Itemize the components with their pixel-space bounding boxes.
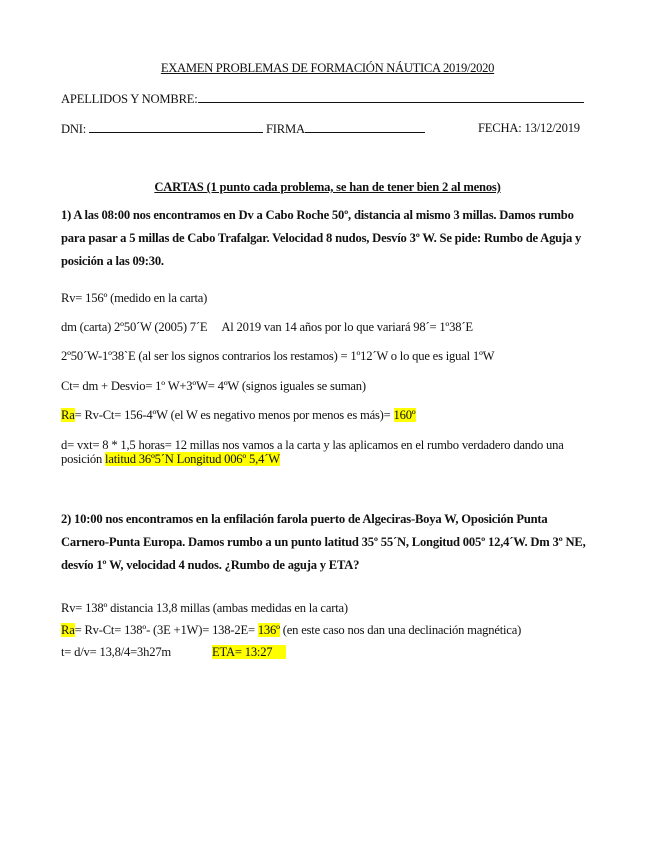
problem1-ra-label: Ra: [61, 408, 75, 422]
firma-blank: [305, 121, 425, 133]
name-label: APELLIDOS Y NOMBRE:: [61, 92, 198, 106]
problem2-ra-note: (en este caso nos dan una declinación magnética): [279, 623, 522, 637]
dni-blank: [89, 121, 263, 133]
problem1-statement: 1) A las 08:00 nos encontramos en Dv a Cabo Roche 50º, distancia al mismo 3 millas. Damos rumbo para pasar a 5 millas de Cabo Trafalgar. Velocidad 8 nudos, Desvío 3º W. Se pide: Rumbo de Aguja y posición a las 09:30.: [61, 208, 582, 268]
problem1-ra-value: 160º: [393, 408, 416, 422]
problem2-statement: 2) 10:00 nos encontramos en la enfilación farola puerto de Algeciras-Boya W, Oposición Punta Carnero-Punta Europa. Damos rumbo a un punto latitud 35º 55´N, Longitud 005º 12,4´W. Dm 3º NE, desvío 1º W, velocidad 4 nudos. ¿Rumbo de aguja y ETA?: [61, 512, 586, 572]
section-heading: CARTAS (1 punto cada problema, se han de tener bien 2 al menos): [154, 180, 501, 194]
problem2-time: t= d/v= 13,8/4=3h27m: [61, 645, 172, 659]
exam-title: EXAMEN PROBLEMAS DE FORMACIÓN NÁUTICA 2019/2020: [160, 61, 495, 75]
problem2-eta-value: ETA= 13:27: [212, 645, 286, 659]
dni-line: [61, 121, 425, 137]
name-blank: [198, 91, 584, 103]
problem1-dm: dm (carta) 2º50´W (2005) 7´E Al 2019 van 14 años por lo que variará 98´= 1º38´E: [61, 320, 473, 334]
problem1-d-text: d= vxt= 8 * 1,5 horas= 12 millas nos vamos a la carta y las aplicamos en el rumbo verdadero dando una posición: [61, 438, 564, 466]
problem2-ra: [61, 623, 521, 638]
problem1-ra: [61, 408, 416, 423]
problem2-ra-text: = Rv-Ct= 138º- (3E +1W)= 138-2E=: [74, 623, 258, 637]
problem2-ra-label: Ra: [61, 623, 75, 637]
exam-date: FECHA: 13/12/2019: [478, 121, 580, 135]
problem2-eta: [212, 645, 286, 660]
problem1-distance: [61, 438, 596, 466]
problem1-calc: 2º50´W-1º38`E (al ser los signos contrarios los restamos) = 1º12´W o lo que es igual 1ºW: [61, 349, 495, 363]
firma-label: FIRMA: [266, 122, 305, 136]
problem1-ra-text: = Rv-Ct= 156-4ºW (el W es negativo menos por menos es más)=: [74, 408, 394, 422]
dni-label: DNI:: [61, 122, 87, 136]
problem1-ct: Ct= dm + Desvio= 1º W+3ºW= 4ºW (signos iguales se suman): [61, 379, 366, 393]
name-line: [61, 91, 584, 107]
problem2-ra-value: 136º: [257, 623, 280, 637]
problem1-position: latitud 36º5´N Longitud 006º 5,4´W: [105, 452, 280, 466]
problem1-rv: Rv= 156º (medido en la carta): [61, 291, 208, 305]
problem2-rv: Rv= 138º distancia 13,8 millas (ambas medidas en la carta): [61, 601, 348, 615]
